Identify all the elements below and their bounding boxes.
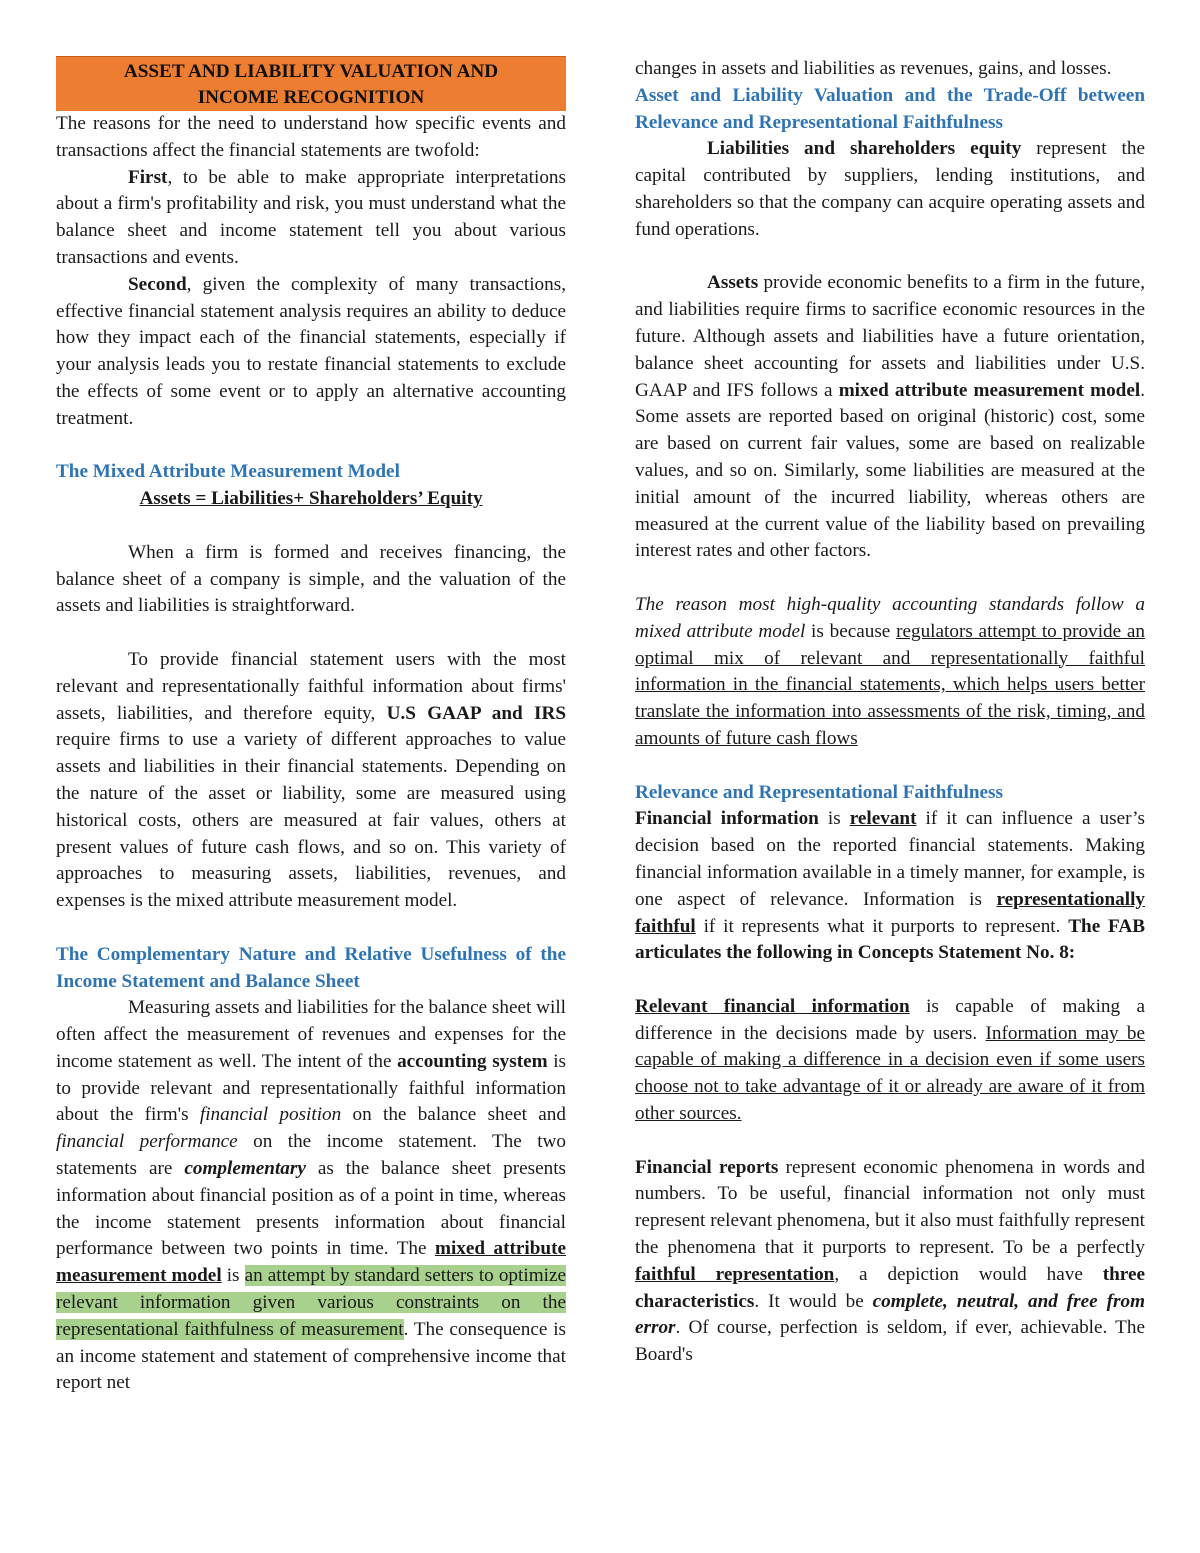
highlighted-text: an attempt by standard setters to optimize relevant information given various constraints on the representational faithfulness of measurement [56,1265,566,1340]
gaap-irs-bold: U.S GAAP and IRS [386,702,566,724]
comp-text-f: is [221,1265,245,1287]
liabilities-bold: Liabilities and shareholders equity [707,138,1022,160]
assets-text-b: . Some assets are reported based on original (historic) cost, some are based on current fair values, some are based on realizable values, and so on. Similarly, some liabilities are measured at the initial amount of the incurred liability, whereas others are measured at the current value of the liability based on prevailing interest rates and other factors. [635,379,1146,562]
faithful-bold-underline: representationally faithful [635,888,1145,937]
heading-complementary: The Complementary Nature and Relative Usefulness of the Income Statement and Balance Sheet [56,943,566,992]
fin-text-c: if it represents what it purports to represent. [695,915,1069,937]
accounting-system-bold: accounting system [397,1050,548,1072]
continuation-paragraph: changes in assets and liabilities as revenues, gains, and losses. [635,58,1112,79]
comp-text-c: on the balance sheet and [341,1104,566,1126]
complete-neutral-bold-italic: complete, neutral, and free from error [635,1290,1145,1339]
mixed-model-bold-underline: mixed attribute measurement model [56,1238,566,1287]
heading-relevance: Relevance and Representational Faithfulness [635,781,1003,803]
relevant-bold-underline: relevant [849,808,917,830]
assets-text-a: provide economic benefits to a firm in the future, and liabilities require firms to sacrifice economic resources in the future. Although assets and liabilities have a future orientation, balance sheet accounting for assets and liabilities under U.S. GAAP and IFS follows a [635,272,1145,401]
first-text: , to be able to make appropriate interpretations about a firm's profitability and risk, you must understand what the balance sheet and income statement tell you about various transactions and events. [56,166,566,268]
rep-text-d: . Of course, perfection is seldom, if ever, achievable. The Board's [635,1317,1145,1366]
equation-text: Assets = Liabilities+ Shareholders’ Equity [139,488,483,510]
fin-text-a: is [818,808,850,830]
title-line-1: ASSET AND LIABILITY VALUATION AND [123,61,499,82]
heading-tradeoff: Asset and Liability Valuation and the Trade-Off between Relevance and Representational Faithfulness [635,84,1145,133]
financial-position-italic: financial position [199,1104,342,1126]
rel-underline: Information may be capable of making a difference in a decision even if some users choose not to take advantage of it or already are aware of it from other sources. [635,1022,1145,1125]
right-column [635,56,1145,1369]
comp-text-g: . The consequence is an income statement and statement of comprehensive income that report net [56,1318,566,1394]
first-reason-paragraph [56,165,566,272]
second-reason-paragraph [56,272,566,433]
financial-reports-bold: Financial reports [635,1156,779,1178]
intro-paragraph: The reasons for the need to understand how specific events and transactions affect the financial statements are twofold: [56,113,566,161]
heading-mixed-attribute: The Mixed Attribute Measurement Model [56,461,400,483]
accounting-equation [56,486,566,513]
reason-italic: The reason most high-quality accounting standards follow a mixed attribute model [635,593,1145,642]
second-label: Second [128,273,187,295]
liabilities-paragraph [635,136,1145,243]
comp-text-a: Measuring assets and liabilities for the balance sheet will often affect the measurement of revenues and expenses for the income statement as well. The intent of the [56,997,566,1072]
reason-paragraph [635,592,1145,753]
first-label: First [128,166,168,188]
financial-information-bold: Financial information [635,808,819,830]
financial-performance-italic: financial performance [56,1131,238,1153]
rel-text-a: is capable of making a difference in the decisions made by users. [635,995,1145,1044]
reason-plain: is because [805,620,897,642]
fin-text-b: if it can influence a user’s decision based on the reported financial statements. Making financial information available in a timely manner, for example, is one aspect of relevance. Information is [635,808,1145,910]
faithful-representation-bold-underline: faithful representation [635,1263,835,1285]
financial-information-paragraph [635,806,1145,967]
three-characteristics-bold: three characteristics [635,1263,1146,1312]
comp-text-d: on the income statement. The two statements are [56,1131,566,1180]
left-column [56,56,566,1397]
fab-bold: The FAB articulates the following in Concepts Statement No. 8: [635,915,1145,964]
rep-text-b: , a depiction would have [834,1263,1103,1285]
mixed-model-bold: mixed attribute measurement model [838,379,1141,401]
assets-paragraph [635,270,1145,565]
rep-text-c: . It would be [754,1290,873,1312]
comp-text-b: is to provide relevant and representationally faithful information about the firm's [56,1050,566,1126]
document-title [56,56,566,111]
title-line-2: INCOME RECOGNITION [197,87,425,108]
rep-text-a: represent economic phenomena in words and numbers. To be useful, financial information not only must represent relevant phenomena, but it also must faithfully represent the phenomena that it purports to represent. To be a perfectly [635,1156,1145,1259]
relevant-info-bold-underline: Relevant financial information [635,995,910,1017]
complementary-paragraph [56,995,566,1397]
complementary-bold-italic: complementary [184,1158,306,1180]
financial-reports-paragraph [635,1155,1145,1369]
second-text: , given the complexity of many transactions, effective financial statement analysis requires an ability to deduce how they impact each of the financial statements, especially if your analysis leads you to restate financial statements to exclude the effects of some event or to apply an alternative accounting treatment. [56,273,566,429]
assets-bold: Assets [707,272,759,294]
liabilities-text: represent the capital contributed by suppliers, lending institutions, and shareholders so that the company can acquire operating assets and fund operations. [635,138,1145,240]
firm-formed-paragraph: When a firm is formed and receives financing, the balance sheet of a company is simple, and the valuation of the assets and liabilities is straightforward. [56,541,566,617]
provide-users-paragraph [56,647,566,915]
provide-text-b: require firms to use a variety of different approaches to value assets and liabilities in their financial statements. Depending on the nature of the asset or liability, some are measured using historical costs, others are measured at fair values, others at present values of future cash flows, and so on. This variety of approaches to measuring assets, liabilities, revenues, and expenses is the mixed attribute measurement model. [56,729,566,912]
provide-text-a: To provide financial statement users with the most relevant and representationally faithful information about firms' assets, liabilities, and therefore equity, [56,648,566,724]
comp-text-e: as the balance sheet presents information about financial position as of a point in time, whereas the income statement presents information about financial performance between two points in time. The [56,1158,566,1260]
relevant-info-paragraph [635,994,1145,1128]
reason-underline: regulators attempt to provide an optimal mix of relevant and representationally faithful information in the financial statements, which helps users better translate the information into assessments of the risk, timing, and amounts of future cash flows [635,620,1145,749]
